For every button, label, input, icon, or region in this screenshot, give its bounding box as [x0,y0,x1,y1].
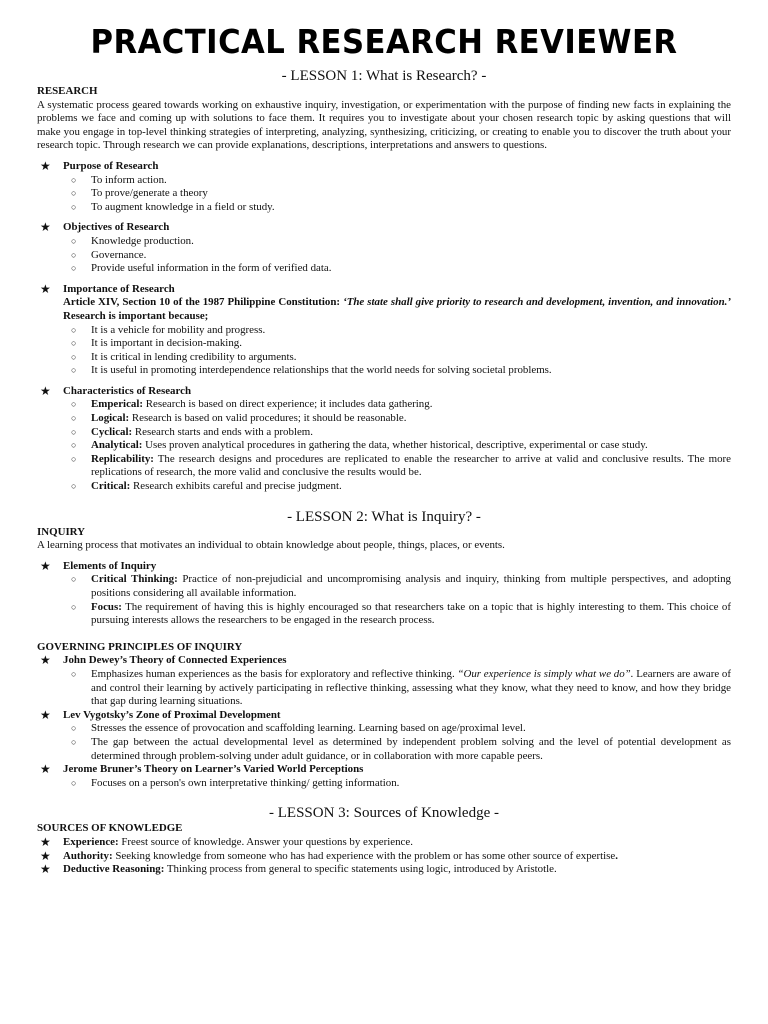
inquiry-term: INQUIRY [37,525,86,538]
circle-bullet-icon: ○ [71,736,77,747]
star-icon: ★ [40,862,51,877]
elements-title: Elements of Inquiry [63,559,157,572]
lesson-3-heading: - LESSON 3: Sources of Knowledge - [269,805,499,822]
list-item: ○ Critical Thinking: Practice of non-prejudicial and uncompromising analysis and inquiry, thinking from multiple perspectives, and adopting positions considering all available information. [71,573,731,599]
list-item: ○ Logical: Research is based on valid procedures; it should be reasonable. [71,412,407,425]
list-item: ○ Cyclical: Research starts and ends with a problem. [71,425,313,438]
star-icon: ★ [40,281,51,296]
list-item: ○ To prove/generate a theory [71,187,208,200]
document-page [37,0,731,877]
elements-section [37,560,731,628]
circle-bullet-icon: ○ [71,413,77,424]
list-item: ○ To inform action. [71,173,167,186]
circle-bullet-icon: ○ [71,668,77,679]
list-item: ○ Knowledge production. [71,234,194,247]
list-item: ★ Experience: Freest source of knowledge. Answer your questions by experience. [40,834,413,849]
circle-bullet-icon: ○ [71,263,77,274]
principles-list [37,654,731,790]
list-item: ★ Deductive Reasoning: Thinking process from general to specific statements using logic, introduced by Aristotle. [40,862,557,877]
star-icon: ★ [40,653,51,668]
lesson-2-heading: - LESSON 2: What is Inquiry? - [287,508,481,525]
star-icon: ★ [40,834,51,849]
list-item: ○ Replicability: The research designs and procedures are replicated to enable the researcher to arrive at valid and conclusive results. The more replications of research, the more valid and conclusive the results would be. [71,452,731,479]
governing-principles-heading: GOVERNING PRINCIPLES OF INQUIRY [37,640,243,653]
purpose-section [37,160,731,214]
star-icon: ★ [40,158,51,173]
circle-bullet-icon: ○ [71,777,77,788]
list-item: ○ The gap between the actual developmental level as determined by independent problem solving and the level of potential development as determined through problem-solving under adult guidance, or in collaboration with more capable peers. [71,735,731,762]
circle-bullet-icon: ○ [71,235,77,246]
objectives-title: Objectives of Research [63,221,170,234]
objectives-bullet [37,221,731,275]
circle-bullet-icon: ○ [71,338,77,349]
circle-bullet-icon: ○ [71,440,77,451]
bruner-bullet [37,763,731,790]
vygotsky-title: Lev Vygotsky’s Zone of Proximal Development [63,708,281,721]
list-item: ○ Emperical: Research is based on direct experience; it includes data gathering. [71,398,433,411]
circle-bullet-icon: ○ [71,399,77,410]
sources-term: SOURCES OF KNOWLEDGE [37,822,183,835]
star-icon: ★ [40,762,51,777]
objectives-section [37,221,731,275]
purpose-bullet [37,160,731,214]
list-item: ○ Analytical: Uses proven analytical procedures in gathering the data, whether historical, descriptive, experimental or case study. [71,439,648,452]
circle-bullet-icon: ○ [71,601,77,612]
star-icon: ★ [40,383,51,398]
importance-title: Importance of Research [63,282,175,295]
lesson-1-heading: - LESSON 1: What is Research? - [281,68,487,84]
circle-bullet-icon: ○ [71,426,77,437]
importance-bullet [37,283,731,378]
list-item: ○ Critical: Research exhibits careful and precise judgment. [71,480,342,493]
circle-bullet-icon: ○ [71,365,77,376]
circle-bullet-icon: ○ [71,188,77,199]
star-icon: ★ [40,848,51,863]
purpose-title: Purpose of Research [63,159,159,172]
vygotsky-bullet [37,709,731,763]
research-definition: A systematic process geared towards working on exhaustive inquiry, investigation, or experimentation with the purpose of finding new facts in explaining the problems we face and coming up with solutions to face them. It requires you to investigate about your chosen research topic by asking questions that will make you engage in top-level thinking strategies of interpreting, analyzing, synthesizing, criticizing, or creating to enable you to discover the truth about your research topic. Through research we can provide explanations, descriptions, interpretations and answers to questions. [37,98,731,152]
list-item: ○ Focus: The requirement of having this is highly encouraged so that researchers take on a topic that is highly interesting to them. This choice of pursuing interests allows the researchers to be engaged in the research process. [71,600,731,627]
constitution-citation: Article XIV, Section 10 of the 1987 Philippine Constitution: ‘The state shall give priority to research and development, invention, and innovation.’ Research is important because; [63,296,731,322]
circle-bullet-icon: ○ [71,249,77,260]
circle-bullet-icon: ○ [71,351,77,362]
characteristics-bullet [37,385,731,494]
circle-bullet-icon: ○ [71,453,77,464]
star-icon: ★ [40,707,51,722]
list-item: ★ Authority: Seeking knowledge from someone who has had experience with the problem or has some other source of expertise. [40,848,618,863]
research-term: RESEARCH [37,85,98,97]
sources-list [37,836,731,877]
characteristics-section [37,385,731,494]
circle-bullet-icon: ○ [71,481,77,492]
list-item: ○ It is a vehicle for mobility and progress. [71,323,266,336]
characteristics-title: Characteristics of Research [63,384,192,397]
list-item: ○ Focuses on a person's own interpretative thinking/ getting information. [71,776,400,789]
inquiry-definition: A learning process that motivates an individual to obtain knowledge about people, things, places, or events. [37,539,505,552]
circle-bullet-icon: ○ [71,201,77,212]
star-icon: ★ [40,558,51,573]
document-title: PRACTICAL RESEARCH REVIEWER [90,22,678,61]
circle-bullet-icon: ○ [71,723,77,734]
star-icon: ★ [40,220,51,235]
circle-bullet-icon: ○ [71,574,77,585]
list-item: ○ It is critical in lending credibility to arguments. [71,350,297,363]
circle-bullet-icon: ○ [71,324,77,335]
list-item: ○ It is useful in promoting interdependence relationships that the world needs for solving societal problems. [71,364,552,377]
dewey-bullet [37,654,731,708]
list-item: ○ Governance. [71,248,147,261]
list-item: ○ Emphasizes human experiences as the basis for exploratory and reflective thinking. “Our experience is simply what we do”. Learners are aware of and control their learning by actively participating in reflective thinking, assessing what they know, what they need to know, and how they bridge that gap during learning situations. [71,667,731,708]
importance-section [37,283,731,378]
circle-bullet-icon: ○ [71,174,77,185]
list-item: ○ It is important in decision-making. [71,337,242,350]
list-item: ○ Stresses the essence of provocation and scaffolding learning. Learning based on age/proximal level. [71,722,526,735]
elements-bullet [37,560,731,628]
list-item: ○ To augment knowledge in a field or study. [71,200,275,213]
bruner-title: Jerome Bruner’s Theory on Learner’s Varied World Perceptions [63,763,364,776]
dewey-title: John Dewey’s Theory of Connected Experiences [63,654,287,667]
list-item: ○ Provide useful information in the form of verified data. [71,262,332,275]
